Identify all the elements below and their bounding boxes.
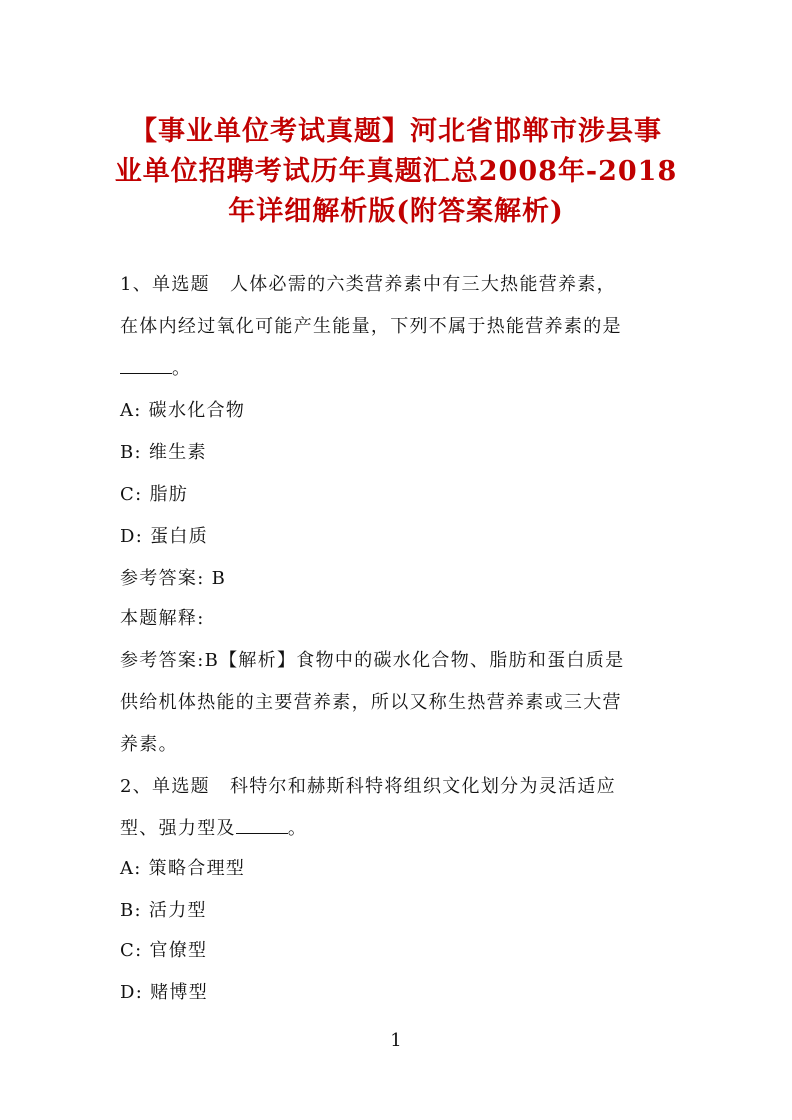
title-line-2: 业单位招聘考试历年真题汇总2008年-2018 bbox=[114, 156, 678, 187]
answer-blank bbox=[120, 359, 172, 374]
q2-option-d: D: 赌博型 bbox=[120, 982, 209, 1003]
q2-stem-text-1: 科特尔和赫斯科特将组织文化划分为灵活适应 bbox=[229, 776, 616, 797]
page-number: 1 bbox=[390, 1030, 402, 1051]
q1-explain-label: 本题解释: bbox=[120, 608, 205, 629]
q1-number: 1、单选题 bbox=[120, 274, 210, 295]
q1-explain-line-3: 养素。 bbox=[120, 734, 178, 755]
q1-option-c: C: 脂肪 bbox=[120, 484, 189, 505]
q1-stem-line-3 bbox=[120, 354, 191, 380]
title-line-1: 【事业单位考试真题】河北省邯郸市涉县事 bbox=[130, 116, 662, 147]
q1-stem-text-1: 人体必需的六类营养素中有三大热能营养素， bbox=[229, 274, 616, 295]
q1-explain-line-1: 参考答案:B【解析】食物中的碳水化合物、脂肪和蛋白质是 bbox=[120, 650, 625, 671]
q2-stem-text-2: 型、强力型及 bbox=[120, 818, 236, 839]
q1-option-b: B: 维生素 bbox=[120, 442, 207, 463]
q1-option-a: A: 碳水化合物 bbox=[120, 400, 246, 421]
q2-option-c: C: 官僚型 bbox=[120, 940, 208, 961]
q1-stem-end: 。 bbox=[172, 358, 192, 379]
q2-stem-line-1 bbox=[120, 772, 616, 798]
title-line-3: 年详细解析版(附答案解析) bbox=[228, 196, 564, 227]
q2-option-b: B: 活力型 bbox=[120, 900, 207, 921]
q2-number: 2、单选题 bbox=[120, 776, 210, 797]
q1-option-d: D: 蛋白质 bbox=[120, 526, 209, 547]
q2-stem-end: 。 bbox=[287, 818, 308, 839]
q2-option-a: A: 策略合理型 bbox=[120, 858, 246, 879]
document-title bbox=[110, 112, 682, 232]
q2-stem-line-2 bbox=[120, 814, 307, 840]
q1-answer: 参考答案: B bbox=[120, 568, 227, 589]
answer-blank bbox=[236, 819, 288, 834]
q1-explain-line-2: 供给机体热能的主要营养素，所以又称生热营养素或三大营 bbox=[120, 692, 622, 713]
q1-stem-line-1 bbox=[120, 270, 616, 296]
q1-stem-line-2: 在体内经过氧化可能产生能量，下列不属于热能营养素的是 bbox=[120, 316, 622, 337]
